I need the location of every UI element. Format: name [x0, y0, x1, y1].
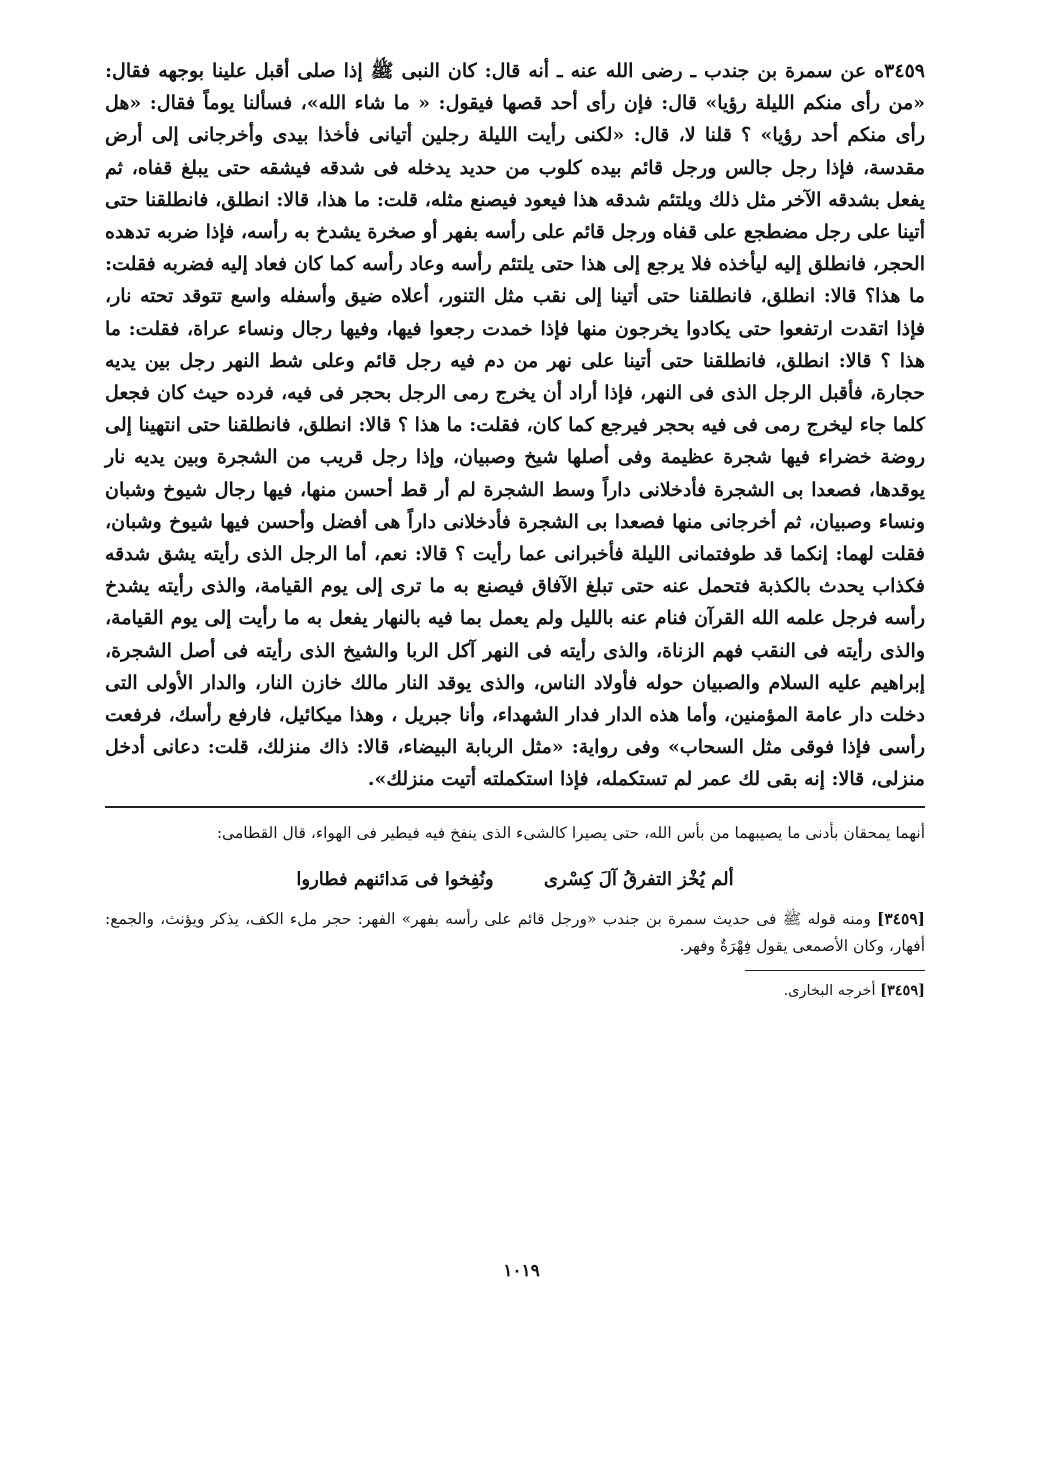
page-body: [105, 55, 925, 1003]
source-note: [105, 979, 925, 1003]
verse-second-hemistich: ونُفِخوا فى مَدائنهم فطاروا: [296, 868, 494, 890]
hadith-text: عن سمرة بن جندب ـ رضى الله عنه ـ أنه قال: كان النبى ﷺ إذا صلى أقبل علينا بوجهه فقال: «من رأى منكم الليلة رؤيا» قال: فإن رأى أحد قصها فيقول: « ما شاء الله»، فسألنا يوماً فقال: «هل رأى منكم أحد رؤيا» ؟ قلنا لا، قال: «لكنى رأيت الليلة رجلين أتيانى فأخذا بيدى وأخرجانى إلى أرض مقدسة، فإذا رجل جالس ورجل قائم بيده كلوب من حديد يدخله فى شدقه فيشقه حتى يبلغ قفاه، ثم يفعل بشدقه الآخر مثل ذلك ويلتئم شدقه هذا فيعود فيصنع مثله، قلت: ما هذا، قالا: انطلق، فانطلقنا حتى أتينا على رجل مضطجع على قفاه ورجل قائم على رأسه بفهر أو صخرة يشدخ به رأسه، فإذا ضربه تدهده الحجر، فانطلق إليه ليأخذه فلا يرجع إلى هذا حتى يلتئم رأسه وعاد رأسه كما كان فعاد إليه فضربه فقلت: ما هذا؟ قالا: انطلق، فانطلقنا حتى أتينا إلى نقب مثل التنور، أعلاه ضيق وأسفله واسع تتوقد تحته نار، فإذا اتقدت ارتفعوا حتى يكادوا يخرجون منها فإذا خمدت رجعوا فيها، وفيها رجال ونساء عراة، فقلت: ما هذا ؟ قالا: انطلق، فانطلقنا حتى أتينا على نهر من دم فيه رجل قائم وعلى شط النهر رجل بين يديه حجارة، فأقبل الرجل الذى فى النهر، فإذا أراد أن يخرج رمى الرجل بحجر فى فيه، فرده حيث كان فجعل كلما جاء ليخرج رمى فى فيه بحجر فيرجع كما كان، فقلت: ما هذا ؟ قالا: انطلق، فانطلقنا حتى انتهينا إلى روضة خضراء فيها شجرة عظيمة وفى أصلها شيخ وصبيان، وإذا رجل قريب من الشجرة وبين يديه نار يوقدها، فصعدا بى الشجرة فأدخلانى داراً وسط الشجرة لم أر قط أحسن منها، فيها رجال شيوخ وشبان ونساء وصبيان، ثم أخرجانى منها فصعدا بى الشجرة فأدخلانى داراً هى أفضل وأحسن فيها شيوخ وشبان، فقلت لهما: إنكما قد طوفتمانى الليلة فأخبرانى عما رأيت ؟ قالا: نعم، أما الرجل الذى رأيته يشق شدقه فكذاب يحدث بالكذبة فتحمل عنه حتى تبلغ الآفاق فيصنع به ما ترى إلى يوم القيامة، والذى رأيته يشدخ رأسه فرجل علمه الله القرآن فنام عنه بالليل ولم يعمل بما فيه بالنهار يفعل به ما رأيت إلى يوم القيامة، والذى رأيته فى النقب فهم الزناة، والذى رأيته فى النهر آكل الربا والشيخ الذى رأيته فى أصل الشجرة، إبراهيم عليه السلام والصبيان حوله فأولاد الناس، والذى يوقد النار مالك خازن النار، والدار الأولى التى دخلت دار عامة المؤمنين، وأما هذه الدار فدار الشهداء، وأنا جبريل ، وهذا ميكائيل، فارفع رأسك، فرفعت رأسى فإذا فوقى مثل السحاب» وفى رواية: «مثل الربابة البيضاء، قالا: ذاك منزلك، قلت: دعانى أدخل منزلى، قالا: إنه بقى لك عمر لم تستكمله، فإذا استكملته أتيت منزلك».: [105, 60, 925, 791]
gloss-paragraph: [105, 905, 925, 960]
page-number: ١٠١٩: [503, 1261, 540, 1281]
gloss-reference: [٣٤٥٩]: [877, 908, 925, 928]
source-divider: [745, 970, 925, 971]
source-text: أخرجه البخارى.: [783, 982, 876, 999]
footnote-text: أنهما يمحقان بأدنى ما يصيبهما من بأس الله، حتى يصيرا كالشىء الذى ينفخ فيه فيطير فى الهواء، قال القطامى:: [216, 823, 925, 842]
poetry-verse: [105, 865, 925, 895]
source-reference: [٣٤٥٩]: [880, 981, 925, 999]
hadith-number: ٣٤٥٩ه: [874, 60, 925, 82]
footnote-divider: [105, 806, 925, 808]
gloss-text: ومنه قوله ﷺ فى حديث سمرة بن جندب «ورجل قائم على رأسه بفهر» الفهر: حجر ملء الكف، يذكر ويؤنث، والجمع: أفهار، وكان الأصمعى يقول فِهْرَةٌ وفهر.: [105, 909, 925, 955]
hadith-paragraph: [105, 55, 925, 796]
verse-first-hemistich: ألم يُخْز التفرقُ آلَ كِسْرى: [543, 868, 734, 890]
